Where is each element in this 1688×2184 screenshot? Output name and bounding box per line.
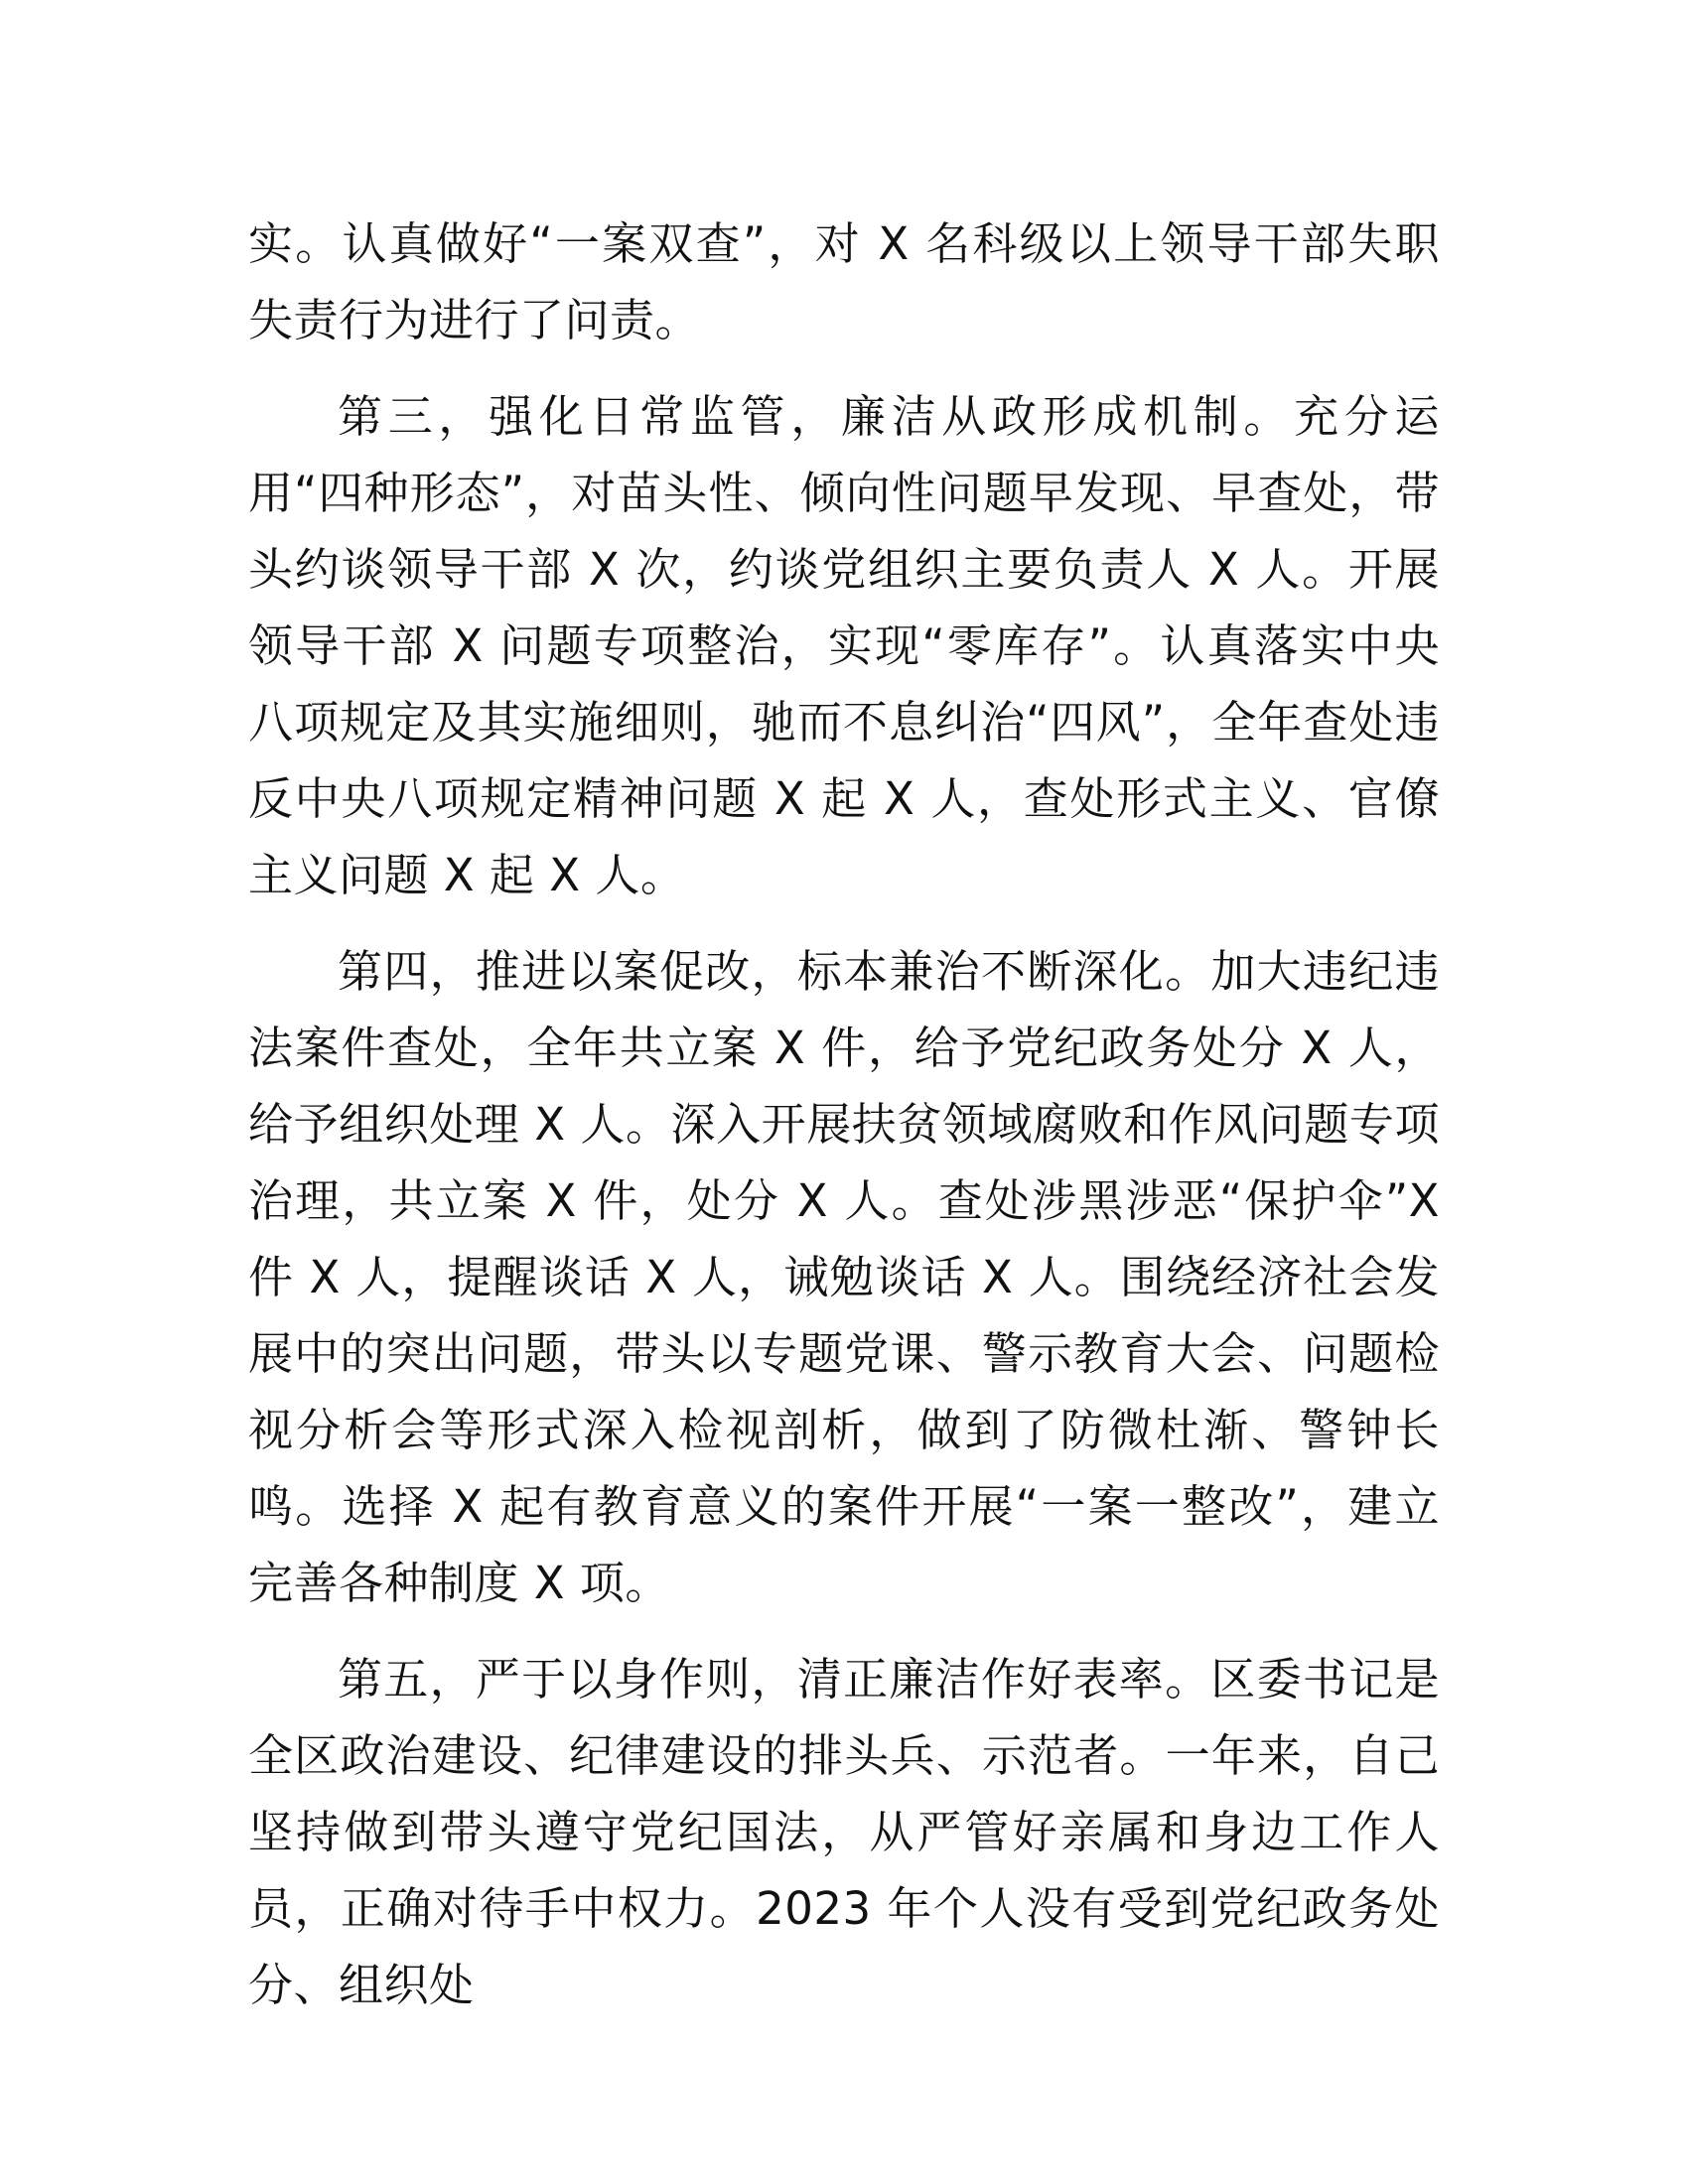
document-page: [248, 205, 1440, 2023]
paragraph-fourth: 第四，推进以案促改，标本兼治不断深化。加大违纪违法案件查处，全年共立案 X 件，给予党纪政务处分 X 人，给予组织处理 X 人。深入开展扶贫领域腐败和作风问题专项治理，共立案 X 件，处分 X 人。查处涉黑涉恶“保护伞”X 件 X 人，提醒谈话 X 人，诫勉谈话 X 人。围绕经济社会发展中的突出问题，带头以专题党课、警示教育大会、问题检视分析会等形式深入检视剖析，做到了防微杜渐、警钟长鸣。选择 X 起有教育意义的案件开展“一案一整改”，建立完善各种制度 X 项。: [248, 945, 1440, 1609]
paragraph-continued: 实。认真做好“一案双查”，对 X 名科级以上领导干部失职失责行为进行了问责。: [248, 217, 1440, 346]
paragraph-third: 第三，强化日常监管，廉洁从政形成机制。充分运用“四种形态”，对苗头性、倾向性问题早发现、早查处，带头约谈领导干部 X 次，约谈党组织主要负责人 X 人。开展领导干部 X 问题专项整治，实现“零库存”。认真落实中央八项规定及其实施细则，驰而不息纠治“四风”，全年查处违反中央八项规定精神问题 X 起 X 人，查处形式主义、官僚主义问题 X 起 X 人。: [248, 390, 1440, 901]
paragraph-fifth: 第五，严于以身作则，清正廉洁作好表率。区委书记是全区政治建设、纪律建设的排头兵、示范者。一年来，自己坚持做到带头遵守党纪国法，从严管好亲属和身边工作人员，正确对待手中权力。2023 年个人没有受到党纪政务处分、组织处: [248, 1653, 1440, 2011]
